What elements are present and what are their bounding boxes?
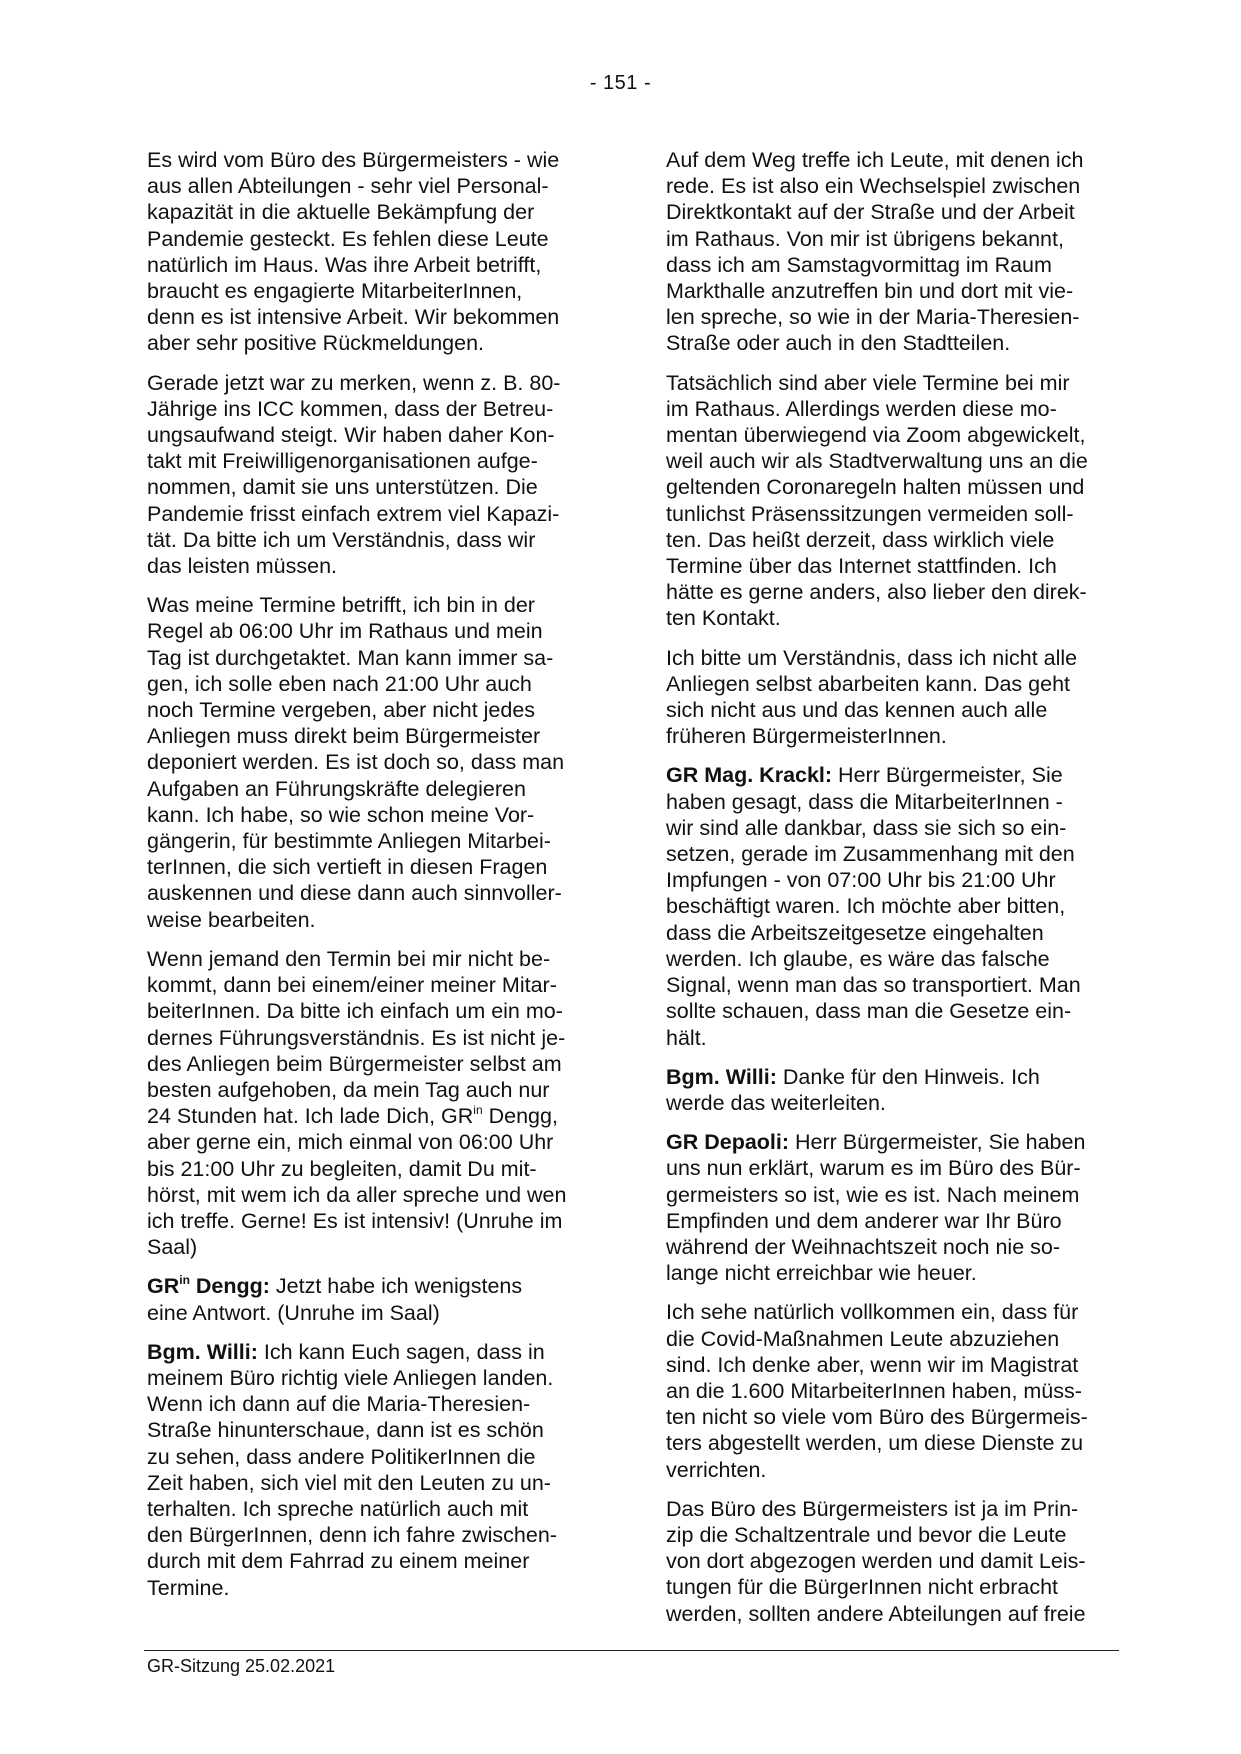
speaker-name: Bgm. Willi: <box>666 1064 777 1089</box>
text-line <box>147 1103 592 1129</box>
text-line: Direktkontakt auf der Straße und der Arbeit <box>666 200 1075 225</box>
text-line: deponiert werden. Es ist doch so, dass man <box>147 750 565 775</box>
paragraph <box>666 1299 1111 1482</box>
text-line: Ich bitte um Verständnis, dass ich nicht alle <box>666 645 1078 670</box>
footer-divider <box>144 1650 1119 1651</box>
text-line: uns nun erklärt, warum es im Büro des Bür- <box>666 1156 1081 1181</box>
text-line: Zeit haben, sich viel mit den Leuten zu un- <box>147 1470 551 1495</box>
text-line: den BürgerInnen, denn ich fahre zwischen- <box>147 1523 557 1548</box>
text-line: Wenn ich dann auf die Maria-Theresien- <box>147 1392 531 1417</box>
text-line: hält. <box>666 1025 707 1050</box>
text-line: ten. Das heißt derzeit, dass wirklich viele <box>666 527 1055 552</box>
text-line: an die 1.600 MitarbeiterInnen haben, müss- <box>666 1378 1082 1403</box>
text-line: haben gesagt, dass die MitarbeiterInnen - <box>666 789 1063 814</box>
speaker-name <box>147 1274 270 1298</box>
paragraph <box>666 645 1111 750</box>
text-line: dernes Führungsverständnis. Es ist nicht je- <box>147 1025 566 1050</box>
text-line <box>666 1129 1111 1155</box>
text-line: besten aufgehoben, da mein Tag auch nur <box>147 1077 550 1102</box>
text-line: zu sehen, dass andere PolitikerInnen die <box>147 1444 536 1469</box>
text-line: Pandemie frisst einfach extrem viel Kapazi- <box>147 501 560 526</box>
text-line: ungsaufwand steigt. Wir haben daher Kon- <box>147 423 555 448</box>
text-line: Wenn jemand den Termin bei mir nicht be- <box>147 946 551 971</box>
text-line: Auf dem Weg treffe ich Leute, mit denen ich <box>666 148 1084 172</box>
text-line: eine Antwort. (Unruhe im Saal) <box>147 1300 440 1325</box>
text-line: sich nicht aus und das kennen auch alle <box>666 698 1048 723</box>
paragraph <box>666 762 1111 1050</box>
text-line: tungen für die BürgerInnen nicht erbracht <box>666 1575 1059 1600</box>
text-line: des Anliegen beim Bürgermeister selbst am <box>147 1051 562 1076</box>
right-column <box>666 147 1111 1640</box>
text-fragment: Herr Bürgermeister, Sie haben <box>789 1130 1086 1155</box>
page-number: - 151 - <box>589 72 652 94</box>
text-line: Aufgaben an Führungskräfte delegieren <box>147 776 526 801</box>
text-line: takt mit Freiwilligenorganisationen aufge- <box>147 449 538 474</box>
text-line: braucht es engagierte MitarbeiterInnen, <box>147 279 523 304</box>
superscript: in <box>473 1103 483 1118</box>
text-line: Pandemie gesteckt. Es fehlen diese Leute <box>147 226 549 251</box>
text-line: wir sind alle dankbar, dass sie sich so ein- <box>666 815 1067 840</box>
paragraph <box>147 592 592 933</box>
text-line: terInnen, die sich vertieft in diesen Fragen <box>147 855 548 880</box>
text-line: hörst, mit wem ich da aller spreche und wen <box>147 1182 567 1207</box>
text-line: das leisten müssen. <box>147 554 338 579</box>
text-line: gängerin, für bestimmte Anliegen Mitarbei- <box>147 829 551 854</box>
text-line: Anliegen muss direkt beim Bürgermeister <box>147 724 541 749</box>
text-line: sollte schauen, dass man die Gesetze ein- <box>666 999 1072 1024</box>
text-line: Straße hinunterschaue, dann ist es schön <box>147 1418 544 1443</box>
text-line: Es wird vom Büro des Bürgermeisters - wie <box>147 148 560 172</box>
text-line: denn es ist intensive Arbeit. Wir bekommen <box>147 305 560 330</box>
text-line: aus allen Abteilungen - sehr viel Personal- <box>147 174 549 199</box>
text-line: Signal, wenn man das so transportiert. Man <box>666 973 1081 998</box>
paragraph <box>666 1064 1111 1116</box>
text-line: gen, ich solle eben nach 21:00 Uhr auch <box>147 671 532 696</box>
text-line: tunlichst Präsenssitzungen vermeiden soll- <box>666 501 1074 526</box>
text-line: Anliegen selbst abarbeiten kann. Das geht <box>666 671 1070 696</box>
text-line: verrichten. <box>666 1457 767 1482</box>
text-line: geltenden Coronaregeln halten müssen und <box>666 475 1085 500</box>
text-line: werden. Ich glaube, es wäre das falsche <box>666 946 1050 971</box>
speaker-name: GR Depaoli: <box>666 1130 790 1155</box>
text-line: Markthalle anzutreffen bin und dort mit vie- <box>666 279 1074 304</box>
text-fragment: Danke für den Hinweis. Ich <box>776 1064 1040 1089</box>
text-line: Gerade jetzt war zu merken, wenn z. B. 80- <box>147 370 561 395</box>
text-line: Tag ist durchgetaktet. Man kann immer sa- <box>147 645 554 670</box>
text-line: nommen, damit sie uns unterstützen. Die <box>147 475 538 500</box>
text-line: Termine über das Internet stattfinden. Ich <box>666 554 1057 579</box>
text-line: hätte es gerne anders, also lieber den direk- <box>666 580 1087 605</box>
text-fragment: GR <box>147 1274 180 1299</box>
text-line: Ich sehe natürlich vollkommen ein, dass für <box>666 1300 1079 1325</box>
text-fragment: Herr Bürgermeister, Sie <box>832 763 1063 788</box>
text-line <box>147 1273 592 1299</box>
text-fragment: 24 Stunden hat. Ich lade Dich, GR <box>147 1104 474 1129</box>
superscript: in <box>179 1273 190 1288</box>
text-line: weil auch wir als Stadtverwaltung uns an die <box>666 449 1088 474</box>
speaker-name: Bgm. Willi: <box>147 1339 258 1364</box>
text-line: weise bearbeiten. <box>147 907 316 932</box>
text-line: lange nicht erreichbar wie heuer. <box>666 1261 977 1286</box>
text-line: im Rathaus. Allerdings werden diese mo- <box>666 396 1057 421</box>
speaker-name: GR Mag. Krackl: <box>666 763 833 788</box>
text-fragment: Dengg: <box>189 1274 270 1299</box>
text-line: meinem Büro richtig viele Anliegen landen. <box>147 1365 554 1390</box>
text-line: ten Kontakt. <box>666 606 781 631</box>
text-line: Saal) <box>147 1235 198 1260</box>
text-fragment: Jetzt habe ich wenigstens <box>269 1274 523 1299</box>
paragraph <box>147 147 592 357</box>
text-line: ten nicht so viele vom Büro des Bürgermeis- <box>666 1405 1088 1430</box>
text-line: kann. Ich habe, so wie schon meine Vor- <box>147 802 535 827</box>
text-line: ters abgestellt werden, um diese Dienste zu <box>666 1431 1084 1456</box>
text-line: sind. Ich denke aber, wenn wir im Magistrat <box>666 1352 1079 1377</box>
paragraph <box>666 147 1111 357</box>
text-line: während der Weihnachtszeit noch nie so- <box>666 1234 1060 1259</box>
text-line: setzen, gerade im Zusammenhang mit den <box>666 842 1075 867</box>
text-fragment: Ich kann Euch sagen, dass in <box>257 1339 545 1364</box>
text-line: früheren BürgermeisterInnen. <box>666 724 947 749</box>
paragraph <box>147 946 592 1260</box>
text-line <box>666 762 1111 788</box>
paragraph <box>666 1496 1111 1627</box>
text-line: tät. Da bitte ich um Verständnis, dass wir <box>147 527 536 552</box>
text-line: bis 21:00 Uhr zu begleiten, damit Du mit- <box>147 1156 537 1181</box>
text-line: zip die Schaltzentrale und bevor die Leute <box>666 1522 1067 1547</box>
text-line: durch mit dem Fahrrad zu einem meiner <box>147 1549 530 1574</box>
text-line: aber gerne ein, mich einmal von 06:00 Uhr <box>147 1130 554 1155</box>
text-line: terhalten. Ich spreche natürlich auch mit <box>147 1496 529 1521</box>
text-line: natürlich im Haus. Was ihre Arbeit betrifft, <box>147 252 542 277</box>
text-line: Was meine Termine betrifft, ich bin in der <box>147 593 535 618</box>
text-line: dass die Arbeitszeitgesetze eingehalten <box>666 920 1044 945</box>
text-line: werde das weiterleiten. <box>666 1090 886 1115</box>
text-line: Empfinden und dem anderer war Ihr Büro <box>666 1208 1062 1233</box>
text-line: Jährige ins ICC kommen, dass der Betreu- <box>147 396 554 421</box>
text-line <box>147 1339 592 1365</box>
text-line: mentan überwiegend via Zoom abgewickelt, <box>666 423 1086 448</box>
text-line: Das Büro des Bürgermeisters ist ja im Prin- <box>666 1496 1079 1521</box>
text-line: beschäftigt waren. Ich möchte aber bitten, <box>666 894 1066 919</box>
text-line: len spreche, so wie in der Maria-Theresien- <box>666 305 1080 330</box>
text-line: Impfungen - von 07:00 Uhr bis 21:00 Uhr <box>666 868 1056 893</box>
paragraph <box>147 1339 592 1601</box>
text-line: noch Termine vergeben, aber nicht jedes <box>147 698 536 723</box>
text-line: beiterInnen. Da bitte ich einfach um ein mo- <box>147 999 563 1024</box>
text-line: die Covid-Maßnahmen Leute abzuziehen <box>666 1326 1060 1351</box>
left-column <box>147 147 592 1614</box>
text-line: im Rathaus. Von mir ist übrigens bekannt, <box>666 226 1064 251</box>
text-line: kapazität in die aktuelle Bekämpfung der <box>147 200 535 225</box>
paragraph <box>147 1273 592 1325</box>
footer-text: GR-Sitzung 25.02.2021 <box>147 1656 336 1676</box>
text-line: Straße oder auch in den Stadtteilen. <box>666 331 1011 356</box>
text-line: rede. Es ist also ein Wechselspiel zwischen <box>666 174 1081 199</box>
text-line: kommt, dann bei einem/einer meiner Mitar- <box>147 973 557 998</box>
text-line: werden, sollten andere Abteilungen auf freie <box>666 1601 1086 1626</box>
text-line <box>666 1064 1111 1090</box>
paragraph <box>147 370 592 580</box>
text-line: dass ich am Samstagvormittag im Raum <box>666 252 1052 277</box>
text-line: Tatsächlich sind aber viele Termine bei mir <box>666 370 1070 395</box>
text-line: aber sehr positive Rückmeldungen. <box>147 331 485 356</box>
text-line: ich treffe. Gerne! Es ist intensiv! (Unruhe im <box>147 1208 563 1233</box>
text-line: Termine. <box>147 1575 230 1600</box>
text-line: Regel ab 06:00 Uhr im Rathaus und mein <box>147 619 543 644</box>
text-line: germeisters so ist, wie es ist. Nach meinem <box>666 1182 1080 1207</box>
paragraph <box>666 370 1111 632</box>
text-line: von dort abgezogen werden und damit Leis- <box>666 1549 1086 1574</box>
text-fragment: Dengg, <box>482 1104 558 1129</box>
text-line: auskennen und diese dann auch sinnvoller- <box>147 881 562 906</box>
paragraph <box>666 1129 1111 1286</box>
